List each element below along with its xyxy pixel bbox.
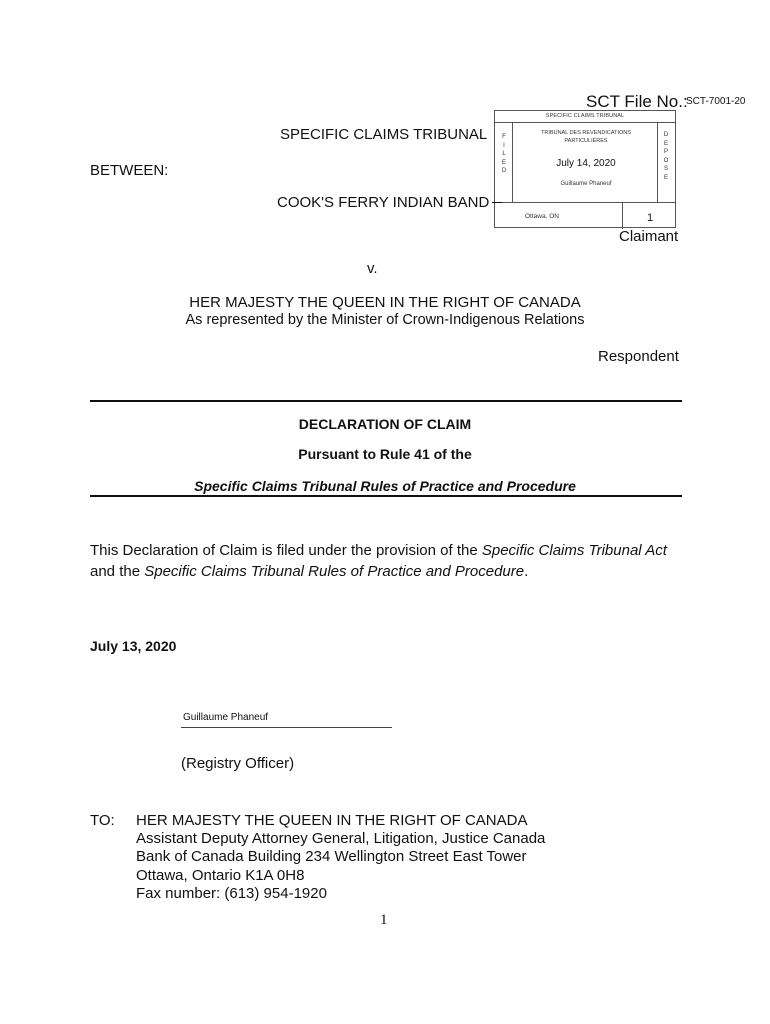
stamp-divider — [657, 122, 658, 202]
between-label: BETWEEN: — [90, 162, 169, 179]
respondent-name: HER MAJESTY THE QUEEN IN THE RIGHT OF CANADA — [189, 294, 581, 311]
respondent-role: Respondent — [598, 348, 679, 365]
title-rule-bottom — [90, 495, 682, 497]
sct-file-number: SCT-7001-20 — [686, 96, 746, 107]
signature-line — [181, 727, 392, 728]
recipient-line: HER MAJESTY THE QUEEN IN THE RIGHT OF CANADA — [136, 812, 528, 829]
rules-title: Specific Claims Tribunal Rules of Practice and Procedure — [194, 478, 576, 494]
versus-label: v. — [367, 260, 378, 277]
respondent-representation: As represented by the Minister of Crown-Indigenous Relations — [185, 312, 585, 328]
declaration-date: July 13, 2020 — [90, 638, 177, 654]
recipient-line: Assistant Deputy Attorney General, Litigation, Justice Canada — [136, 830, 546, 848]
sct-file-label: SCT File No.: — [586, 92, 688, 111]
stamp-filed-letters: F I L E D — [501, 134, 507, 175]
stamp-doc-number: 1 — [646, 212, 654, 224]
stamp-divider — [512, 122, 513, 202]
stamp-location: Ottawa, ON — [525, 213, 559, 220]
recipient-line: Ottawa, Ontario K1A 0H8 — [136, 866, 305, 884]
tribunal-name: SPECIFIC CLAIMS TRIBUNAL — [280, 126, 488, 143]
claimant-connector-line — [492, 202, 502, 203]
stamp-divider — [495, 202, 675, 203]
signature-role: (Registry Officer) — [181, 755, 295, 772]
pursuant-line: Pursuant to Rule 41 of the — [298, 446, 472, 462]
stamp-depose-letters: D E P O S E — [663, 132, 669, 181]
recipient-line: Bank of Canada Building 234 Wellington Street East Tower — [136, 848, 527, 866]
stamp-divider — [495, 122, 675, 123]
stamp-tribunal-en: SPECIFIC CLAIMS TRIBUNAL — [545, 113, 625, 119]
recipient-line: Fax number: (613) 954-1920 — [136, 884, 327, 902]
stamp-date: July 14, 2020 — [556, 158, 616, 169]
signature-name: Guillaume Phaneuf — [183, 712, 269, 723]
filing-stamp — [494, 110, 676, 228]
claimant-name: COOK'S FERRY INDIAN BAND — [277, 194, 490, 211]
stamp-tribunal-fr: TRIBUNAL DES REVENDICATIONS PARTICULIÈRES — [541, 130, 631, 144]
stamp-officer: Guillaume Phaneuf — [560, 181, 612, 187]
to-label: TO: — [90, 812, 115, 829]
title-rule-top — [90, 400, 682, 402]
document-title: DECLARATION OF CLAIM — [298, 416, 472, 432]
claimant-role: Claimant — [619, 228, 679, 245]
recipient-address — [136, 812, 545, 903]
page-number: 1 — [380, 912, 388, 928]
filing-statement: This Declaration of Claim is filed under the provision of the Specific Claims Tribunal Act and the Specific Claims Tribunal Rules of Practice and Procedure. — [90, 542, 667, 580]
